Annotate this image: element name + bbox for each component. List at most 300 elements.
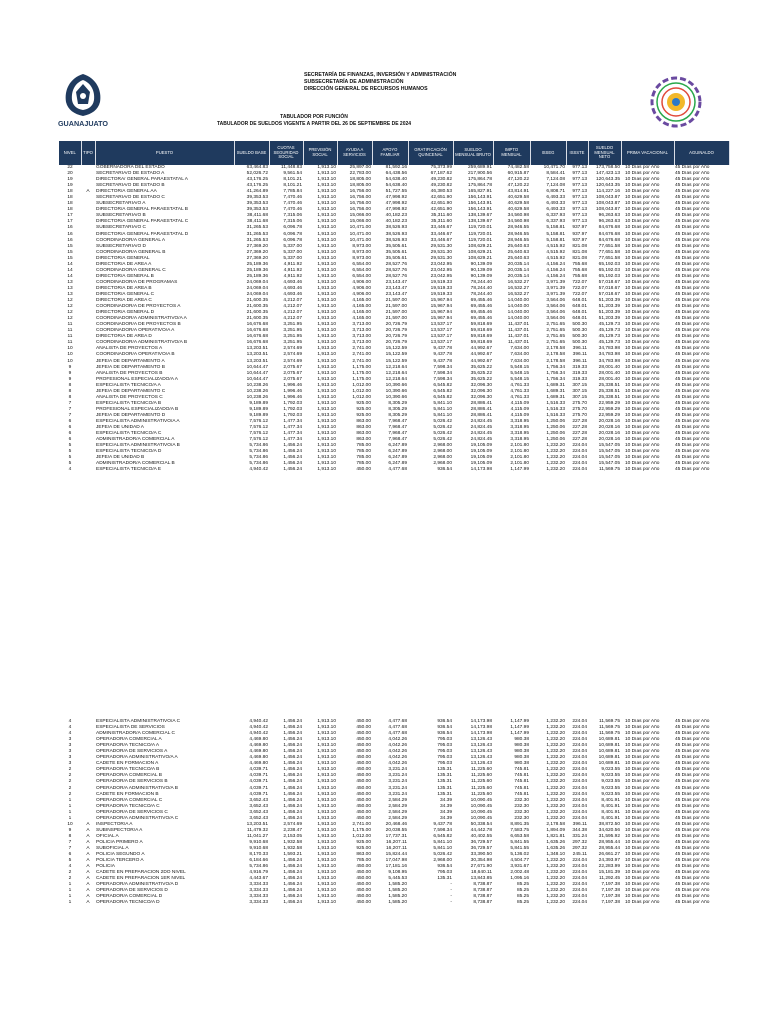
- cell-issste: 224.04: [572, 773, 587, 779]
- cell-puesto: PROFESIONAL ESPECIALIZADO/A A: [96, 376, 178, 382]
- cell-sueldo-base: 21,600.35: [246, 316, 268, 322]
- cell-tipo: A: [86, 189, 90, 195]
- cell-apoyo: 20,726.79: [385, 340, 407, 346]
- cell-puesto: POLICIA SEGUNDO A: [96, 852, 145, 858]
- cell-puesto: CADETE EN PREPARACIÓN 1ER NIVEL: [96, 876, 186, 882]
- cell-nivel: 2: [68, 773, 72, 779]
- cell-apoyo: 47,998.92: [385, 201, 407, 207]
- cell-impto: 4,115.09: [510, 400, 529, 406]
- cell-apoyo: 54,638.40: [385, 183, 407, 189]
- cell-puesto: COORDINADOR/A DE PROYECTOS A: [96, 304, 181, 310]
- cell-nivel: 7: [68, 406, 72, 412]
- cell-impto: 60,915.87: [507, 171, 529, 177]
- cell-apoyo: 15,122.59: [385, 352, 407, 358]
- cell-prevision: 1,913.10: [317, 749, 336, 755]
- cell-aguinaldo: 45 Días por Año: [675, 165, 710, 170]
- cell-ayuda: 450.00: [356, 767, 371, 773]
- cell-puesto: PROFESIONAL ESPECIALIZADO/A B: [96, 406, 179, 412]
- cell-neto: 31,595.92: [598, 833, 620, 839]
- cell-apoyo: 10,390.66: [385, 394, 407, 400]
- cell-aguinaldo: 45 Días por Año: [675, 207, 710, 213]
- cell-isseg: 1,232.20: [546, 894, 565, 900]
- cell-aguinaldo: 45 Días por Año: [675, 809, 710, 815]
- cell-prevision: 1,913.10: [317, 719, 336, 724]
- cell-impto: 11,437.01: [508, 328, 529, 334]
- col-prevision: PREVISIÓN SOCIAL: [303, 141, 337, 165]
- cell-bruto: 90,139.09: [470, 273, 492, 279]
- cell-aguinaldo: 45 Días por Año: [675, 189, 710, 195]
- cell-prevision: 1,913.10: [317, 864, 336, 870]
- cell-nivel: 3: [68, 755, 72, 761]
- cell-nivel: 3: [68, 761, 72, 767]
- cell-cuotas: 1,456.24: [283, 737, 302, 743]
- cell-aguinaldo: 45 Días por Año: [675, 731, 710, 737]
- cell-isseg: 1,635.26: [546, 845, 565, 851]
- table-row: [59, 798, 729, 804]
- cell-impto: 745.81: [514, 791, 529, 797]
- cell-apoyo: 4,042.26: [388, 737, 407, 743]
- cell-ayuda: 863.00: [356, 425, 371, 431]
- cell-cuotas: 4,212.07: [283, 316, 302, 322]
- cell-ayuda: 450.00: [356, 815, 371, 821]
- cell-bruto: 18,640.11: [471, 870, 492, 876]
- cell-neto: 9,023.55: [601, 767, 620, 773]
- cell-ayuda: 15,066.00: [349, 213, 371, 219]
- cell-neto: 10,689.81: [598, 743, 620, 749]
- cell-isseg: 1,232.20: [546, 882, 565, 888]
- cell-bruto: 8,738.87: [473, 882, 492, 888]
- cell-cuotas: 2,075.67: [283, 364, 302, 370]
- cell-gratificacion: 936.54: [437, 725, 452, 731]
- cell-sueldo-base: 3,652.43: [249, 803, 268, 809]
- cell-isseg: 1,250.06: [546, 431, 565, 437]
- cell-impto: 745.81: [514, 767, 529, 773]
- cell-prima: 10 Días por Año: [625, 449, 660, 455]
- cell-nivel: 13: [67, 291, 73, 297]
- cell-prevision: 1,913.10: [317, 183, 336, 189]
- cell-bruto: 13,126.43: [470, 761, 492, 767]
- cell-issste: 227.28: [572, 431, 587, 437]
- cell-isseg: 1,232.20: [546, 797, 565, 803]
- cell-puesto: CADETE EN FORMACION A: [96, 761, 159, 767]
- cell-impto: 40,629.58: [507, 195, 529, 201]
- cell-neto: 28,001.40: [598, 370, 620, 376]
- cell-bruto: 69,455.46: [470, 298, 492, 304]
- cell-gratificacion: 29,531.30: [430, 255, 452, 261]
- cell-issste: 722.07: [572, 285, 587, 291]
- cell-prima: 10 Días por Año: [625, 298, 660, 304]
- cell-gratificacion: 135.31: [437, 779, 452, 785]
- cell-nivel: 1: [68, 797, 72, 803]
- cell-ayuda: 450.00: [356, 773, 371, 779]
- cell-bruto: 108,629.21: [467, 243, 492, 249]
- cell-impto: 4,761.33: [510, 394, 529, 400]
- cell-impto: 3,931.67: [510, 864, 529, 870]
- cell-nivel: 3: [68, 737, 72, 743]
- cell-apoyo: 21,597.00: [385, 298, 407, 304]
- cell-isseg: 3,564.06: [546, 304, 565, 310]
- cell-sueldo-base: 13,203.51: [246, 358, 268, 364]
- cell-ayuda: 1,012.00: [352, 833, 371, 839]
- cell-gratificacion: 15,967.94: [430, 298, 452, 304]
- cell-prevision: 1,913.10: [317, 370, 336, 376]
- cell-neto: 84,676.68: [598, 231, 620, 237]
- cell-gratificacion: 13,537.17: [430, 322, 452, 328]
- cell-nivel: 11: [67, 340, 73, 346]
- svg-text:GUANAJUATO: GUANAJUATO: [58, 119, 108, 128]
- cell-apoyo: 4,477.68: [388, 467, 407, 473]
- cell-aguinaldo: 45 Días por Año: [675, 894, 710, 900]
- table-row: [59, 467, 729, 473]
- cell-ayuda: 3,713.00: [352, 322, 371, 328]
- cell-impto: 1,095.16: [510, 876, 529, 882]
- table-row: [59, 395, 729, 401]
- cell-neto: 45,129.73: [598, 340, 620, 346]
- cell-puesto: SECRETARIA/O DE ESTADO B: [96, 183, 165, 189]
- cell-ayuda: 450.00: [356, 870, 371, 876]
- cell-cuotas: 1,456.24: [283, 719, 302, 724]
- cell-prevision: 1,913.10: [317, 207, 336, 213]
- table-row: [59, 365, 729, 371]
- cell-prima: 10 Días por Año: [625, 785, 660, 791]
- cell-cuotas: 1,456.24: [283, 797, 302, 803]
- cell-prima: 10 Días por Año: [625, 876, 660, 882]
- cell-ayuda: 6,554.00: [352, 261, 371, 267]
- cell-apoyo: 8,305.29: [388, 406, 407, 412]
- cell-impto: 745.81: [514, 785, 529, 791]
- cell-puesto: GOBERNADORA DEL ESTADO: [96, 165, 165, 170]
- cell-bruto: 14,173.98: [470, 725, 492, 731]
- cell-isseg: 1,232.20: [546, 461, 565, 467]
- cell-isseg: 1,516.33: [546, 406, 565, 412]
- cell-ayuda: 8,973.00: [352, 255, 371, 261]
- cell-aguinaldo: 45 Días por Año: [675, 171, 710, 177]
- cell-ayuda: 863.00: [356, 431, 371, 437]
- cell-puesto: POLICIA TERCERO A: [96, 858, 144, 864]
- cell-nivel: 14: [67, 261, 73, 267]
- cell-neto: 120,643.35: [595, 177, 620, 183]
- cell-puesto: ANALISTA DE PROYECTOS A: [96, 346, 163, 352]
- cell-prima: 10 Días por Año: [625, 394, 660, 400]
- cell-issste: 224.04: [572, 815, 587, 821]
- cell-isseg: 6,493.33: [546, 195, 565, 201]
- cell-issste: 224.04: [572, 761, 587, 767]
- cell-apoyo: 10,390.66: [385, 388, 407, 394]
- cell-puesto: ESPECIALISTA TECNICO/A A: [96, 382, 161, 388]
- cell-ayuda: 4,165.00: [352, 310, 371, 316]
- cell-sueldo-base: 5,734.86: [249, 443, 268, 449]
- cell-prevision: 1,913.10: [317, 291, 336, 297]
- cell-sueldo-base: 41,264.89: [246, 189, 268, 195]
- cell-aguinaldo: 45 Días por Año: [675, 719, 710, 724]
- cell-bruto: 13,126.43: [470, 737, 492, 743]
- cell-gratificacion: 5,026.42: [433, 852, 452, 858]
- cell-apoyo: 15,122.59: [385, 358, 407, 364]
- cell-bruto: 108,629.21: [467, 255, 492, 261]
- cell-ayuda: 925.00: [356, 400, 371, 406]
- cell-issste: 344.38: [572, 827, 587, 833]
- cell-prima: 10 Días por Año: [625, 322, 660, 328]
- cell-prima: 10 Días por Año: [625, 273, 660, 279]
- cell-issste: 937.97: [572, 237, 587, 243]
- cell-apoyo: 2,584.29: [388, 815, 407, 821]
- cell-apoyo: 3,231.24: [388, 767, 407, 773]
- cell-sueldo-base: 10,644.47: [246, 370, 268, 376]
- cell-prima: 10 Días por Año: [625, 833, 660, 839]
- cell-prima: 10 Días por Año: [625, 243, 660, 249]
- cell-issste: 224.04: [572, 809, 587, 815]
- cell-isseg: 1,348.10: [546, 852, 565, 858]
- cell-prevision: 1,913.10: [317, 461, 336, 467]
- document-header: [304, 72, 624, 93]
- cell-prima: 10 Días por Año: [625, 195, 660, 201]
- cell-prevision: 1,913.10: [317, 352, 336, 358]
- cell-impto: 14,040.00: [507, 304, 529, 310]
- cell-impto: 7,634.00: [510, 346, 529, 352]
- cell-issste: 648.01: [572, 310, 587, 316]
- cell-apoyo: 4,477.68: [388, 725, 407, 731]
- cell-ayuda: 4,165.00: [352, 316, 371, 322]
- cell-prevision: 1,913.10: [317, 827, 336, 833]
- cell-nivel: 5: [68, 443, 72, 449]
- cell-sueldo-base: 11,041.27: [247, 833, 268, 839]
- cell-sueldo-base: 31,265.53: [246, 237, 268, 243]
- cell-impto: 16,532.27: [507, 291, 529, 297]
- cell-impto: 34,560.98: [507, 213, 529, 219]
- cell-apoyo: 17,047.98: [385, 858, 407, 864]
- cell-prevision: 1,913.10: [317, 821, 336, 827]
- cell-prima: 10 Días por Año: [625, 797, 660, 803]
- cell-cuotas: 1,456.24: [283, 455, 302, 461]
- table-row: [59, 810, 729, 816]
- cell-issste: 224.04: [572, 737, 587, 743]
- cell-cuotas: 1,456.24: [283, 876, 302, 882]
- cell-sueldo-base: 10,644.47: [246, 364, 268, 370]
- cell-puesto: COORDINADOR/A DE PROGRAMAS: [96, 279, 178, 285]
- table-row: [59, 779, 729, 785]
- cell-sueldo-base: 3,334.33: [249, 894, 268, 900]
- cell-puesto: INSPECTOR/A A: [96, 821, 133, 827]
- cell-impto: 28,946.55: [507, 231, 529, 237]
- cell-cuotas: 4,911.92: [283, 261, 302, 267]
- cell-apoyo: 16,207.11: [386, 839, 407, 845]
- cell-isseg: 1,232.20: [546, 809, 565, 815]
- col-nivel: NIVEL: [59, 141, 81, 165]
- cell-apoyo: 40,182.23: [385, 213, 407, 219]
- cell-sueldo-base: 43,176.25: [246, 183, 268, 189]
- cell-puesto: ESPECIALISTA TECNICO/A C: [96, 431, 162, 437]
- cell-prima: 10 Días por Año: [625, 418, 660, 424]
- cell-prima: 10 Días por Año: [625, 870, 660, 876]
- cell-cuotas: 2,238.47: [283, 827, 302, 833]
- cell-issste: 224.04: [572, 755, 587, 761]
- cell-cuotas: 1,456.24: [283, 864, 302, 870]
- cell-ayuda: 1,175.00: [352, 827, 371, 833]
- cell-issste: 821.08: [572, 249, 587, 255]
- cell-bruto: 36,729.57: [470, 839, 492, 845]
- cell-gratificacion: 15,967.94: [430, 316, 452, 322]
- cell-impto: 1,147.99: [510, 719, 529, 724]
- cell-sueldo-base: 4,940.42: [249, 467, 268, 473]
- cell-sueldo-base: 9,910.68: [249, 845, 268, 851]
- cell-bruto: 10,090.45: [470, 815, 492, 821]
- cell-impto: 232.30: [514, 809, 529, 815]
- cell-sueldo-base: 7,576.12: [249, 418, 268, 424]
- cell-impto: 40,629.58: [507, 207, 529, 213]
- cell-neto: 24,393.97: [598, 858, 620, 864]
- cell-cuotas: 7,470.46: [283, 195, 302, 201]
- cell-issste: 319.33: [572, 376, 587, 382]
- cell-gratificacion: 7,598.34: [433, 376, 452, 382]
- cell-sueldo-base: 4,940.42: [249, 719, 268, 724]
- cell-bruto: 11,225.60: [471, 773, 492, 779]
- cell-bruto: 78,244.40: [470, 285, 492, 291]
- cell-aguinaldo: 45 Días por Año: [675, 467, 710, 473]
- cell-ayuda: 3,713.00: [352, 340, 371, 346]
- cell-ayuda: 450.00: [356, 888, 371, 894]
- cell-impto: 20,035.14: [507, 261, 529, 267]
- cell-sueldo-base: 4,469.80: [249, 749, 268, 755]
- cell-prima: 10 Días por Año: [625, 761, 660, 767]
- cell-isseg: 6,337.93: [546, 219, 565, 225]
- cell-prima: 10 Días por Año: [625, 791, 660, 797]
- cell-impto: 2,101.80: [510, 455, 529, 461]
- cell-sueldo-base: 10,644.47: [246, 376, 268, 382]
- cell-sueldo-base: 24,069.04: [246, 279, 268, 285]
- cell-cuotas: 1,456.24: [283, 785, 302, 791]
- cell-prevision: 1,913.10: [317, 876, 336, 882]
- cell-sueldo-base: 21,600.35: [246, 310, 268, 316]
- cell-puesto: SUBSECRETARIA/O A: [96, 201, 146, 207]
- cell-cuotas: 7,315.06: [283, 219, 302, 225]
- cell-cuotas: 1,456.24: [283, 870, 302, 876]
- cell-neto: 22,959.29: [598, 406, 620, 412]
- cell-puesto: OPERADOR/A DE SERVICIOS B: [96, 779, 168, 785]
- cell-nivel: 22: [67, 165, 73, 170]
- cell-gratificacion: 42,651.90: [430, 207, 452, 213]
- cell-apoyo: 3,231.24: [388, 785, 407, 791]
- cell-bruto: 36,729.57: [470, 845, 492, 851]
- cell-cuotas: 1,456.24: [283, 449, 302, 455]
- cell-isseg: 1,232.20: [546, 749, 565, 755]
- cell-tipo: A: [86, 845, 90, 851]
- cell-issste: 224.04: [572, 779, 587, 785]
- cell-bruto: 11,225.60: [471, 779, 492, 785]
- cell-nivel: 4: [68, 719, 72, 724]
- cell-prevision: 1,913.10: [317, 394, 336, 400]
- cell-issste: 224.04: [572, 785, 587, 791]
- cell-bruto: 19,105.09: [470, 449, 492, 455]
- cell-ayuda: 925.00: [356, 839, 371, 845]
- cell-issste: 224.04: [572, 797, 587, 803]
- cell-sueldo-base: 4,443.67: [249, 876, 268, 882]
- cell-ayuda: 16,756.00: [349, 189, 371, 195]
- cell-cuotas: 4,693.46: [283, 285, 302, 291]
- cell-prima: 10 Días por Año: [625, 255, 660, 261]
- cell-nivel: 2: [68, 791, 72, 797]
- cell-bruto: 32,096.30: [470, 382, 492, 388]
- cell-bruto: 24,824.45: [470, 425, 492, 431]
- cell-issste: 224.04: [572, 461, 587, 467]
- cell-bruto: 217,900.56: [467, 171, 492, 177]
- cell-aguinaldo: 45 Días por Año: [675, 767, 710, 773]
- cell-nivel: 12: [67, 310, 73, 316]
- cell-ayuda: 785.00: [356, 461, 371, 467]
- cell-isseg: 1,232.20: [546, 791, 565, 797]
- cell-sueldo-base: 38,411.68: [247, 219, 268, 225]
- cell-nivel: 15: [67, 249, 73, 255]
- cell-ayuda: 6,554.00: [352, 273, 371, 279]
- cell-puesto: DIRECTOR/A DE AREA D: [96, 334, 152, 340]
- cell-prevision: 1,913.10: [317, 803, 336, 809]
- cell-prima: 10 Días por Año: [625, 358, 660, 364]
- cell-neto: 15,547.05: [598, 455, 620, 461]
- cell-puesto: DIRECTOR/A GENERAL PARAESTATAL B: [96, 207, 188, 213]
- cell-bruto: 35,625.22: [470, 370, 492, 376]
- cell-impto: 980.38: [514, 743, 529, 749]
- cell-issste: 224.04: [572, 719, 587, 724]
- cell-tipo: A: [86, 858, 90, 864]
- cell-isseg: 1,250.06: [546, 418, 565, 424]
- cell-sueldo-base: 13,203.51: [246, 352, 268, 358]
- cell-sueldo-base: 27,369.20: [246, 243, 268, 249]
- cell-ayuda: 925.00: [356, 845, 371, 851]
- cell-nivel: 7: [68, 845, 72, 851]
- cell-prevision: 1,913.10: [317, 261, 336, 267]
- cell-issste: 224.04: [572, 791, 587, 797]
- cell-prevision: 1,913.10: [317, 443, 336, 449]
- cell-apoyo: 28,527.76: [385, 267, 407, 273]
- cell-issste: 331.24: [572, 833, 587, 839]
- cell-nivel: 16: [67, 225, 73, 231]
- cell-prima: 10 Días por Año: [625, 304, 660, 310]
- cell-ayuda: 2,741.00: [352, 346, 371, 352]
- cell-puesto: COORDINADOR/A ADMINISTRATIVO/A B: [96, 340, 188, 346]
- cell-isseg: 2,751.65: [546, 334, 565, 340]
- cell-prima: 10 Días por Año: [625, 858, 660, 864]
- cell-apoyo: 20,726.79: [385, 328, 407, 334]
- cell-sueldo-base: 63,464.83: [246, 165, 268, 170]
- cell-nivel: 5: [68, 858, 72, 864]
- cell-neto: 8,401.91: [601, 815, 620, 821]
- cell-puesto: JEFE/A DE UNIDAD B: [96, 455, 145, 461]
- cell-prevision: 1,913.10: [317, 310, 336, 316]
- cell-isseg: 8,584.41: [546, 171, 565, 177]
- cell-neto: 20,028.16: [598, 431, 620, 437]
- cell-aguinaldo: 45 Días por Año: [675, 779, 710, 785]
- cell-apoyo: 20,468.46: [385, 821, 407, 827]
- cell-aguinaldo: 45 Días por Año: [675, 876, 710, 882]
- cell-prima: 10 Días por Año: [625, 882, 660, 888]
- cell-neto: 77,651.58: [598, 243, 620, 249]
- cell-bruto: 69,455.46: [470, 316, 492, 322]
- cell-isseg: 1,756.34: [546, 370, 565, 376]
- cell-impto: 7,634.00: [510, 352, 529, 358]
- cell-apoyo: 1,585.20: [388, 888, 407, 894]
- header-line-secretaria: SECRETARÍA DE FINANZAS, INVERSIÓN Y ADMINISTRACIÓN: [304, 72, 457, 78]
- cell-nivel: 7: [68, 412, 72, 418]
- cell-isseg: 1,232.20: [546, 888, 565, 894]
- cell-isseg: 1,821.81: [546, 833, 565, 839]
- cell-aguinaldo: 45 Días por Año: [675, 755, 710, 761]
- cell-ayuda: 450.00: [356, 809, 371, 815]
- cell-puesto: SECRETARIA/O DE ESTADO A: [96, 171, 165, 177]
- cell-prima: 10 Días por Año: [625, 719, 660, 724]
- cell-nivel: 15: [67, 255, 73, 261]
- cell-gratificacion: 795.03: [437, 743, 452, 749]
- cell-apoyo: 38,526.93: [385, 225, 407, 231]
- cell-gratificacion: 5,026.42: [433, 425, 452, 431]
